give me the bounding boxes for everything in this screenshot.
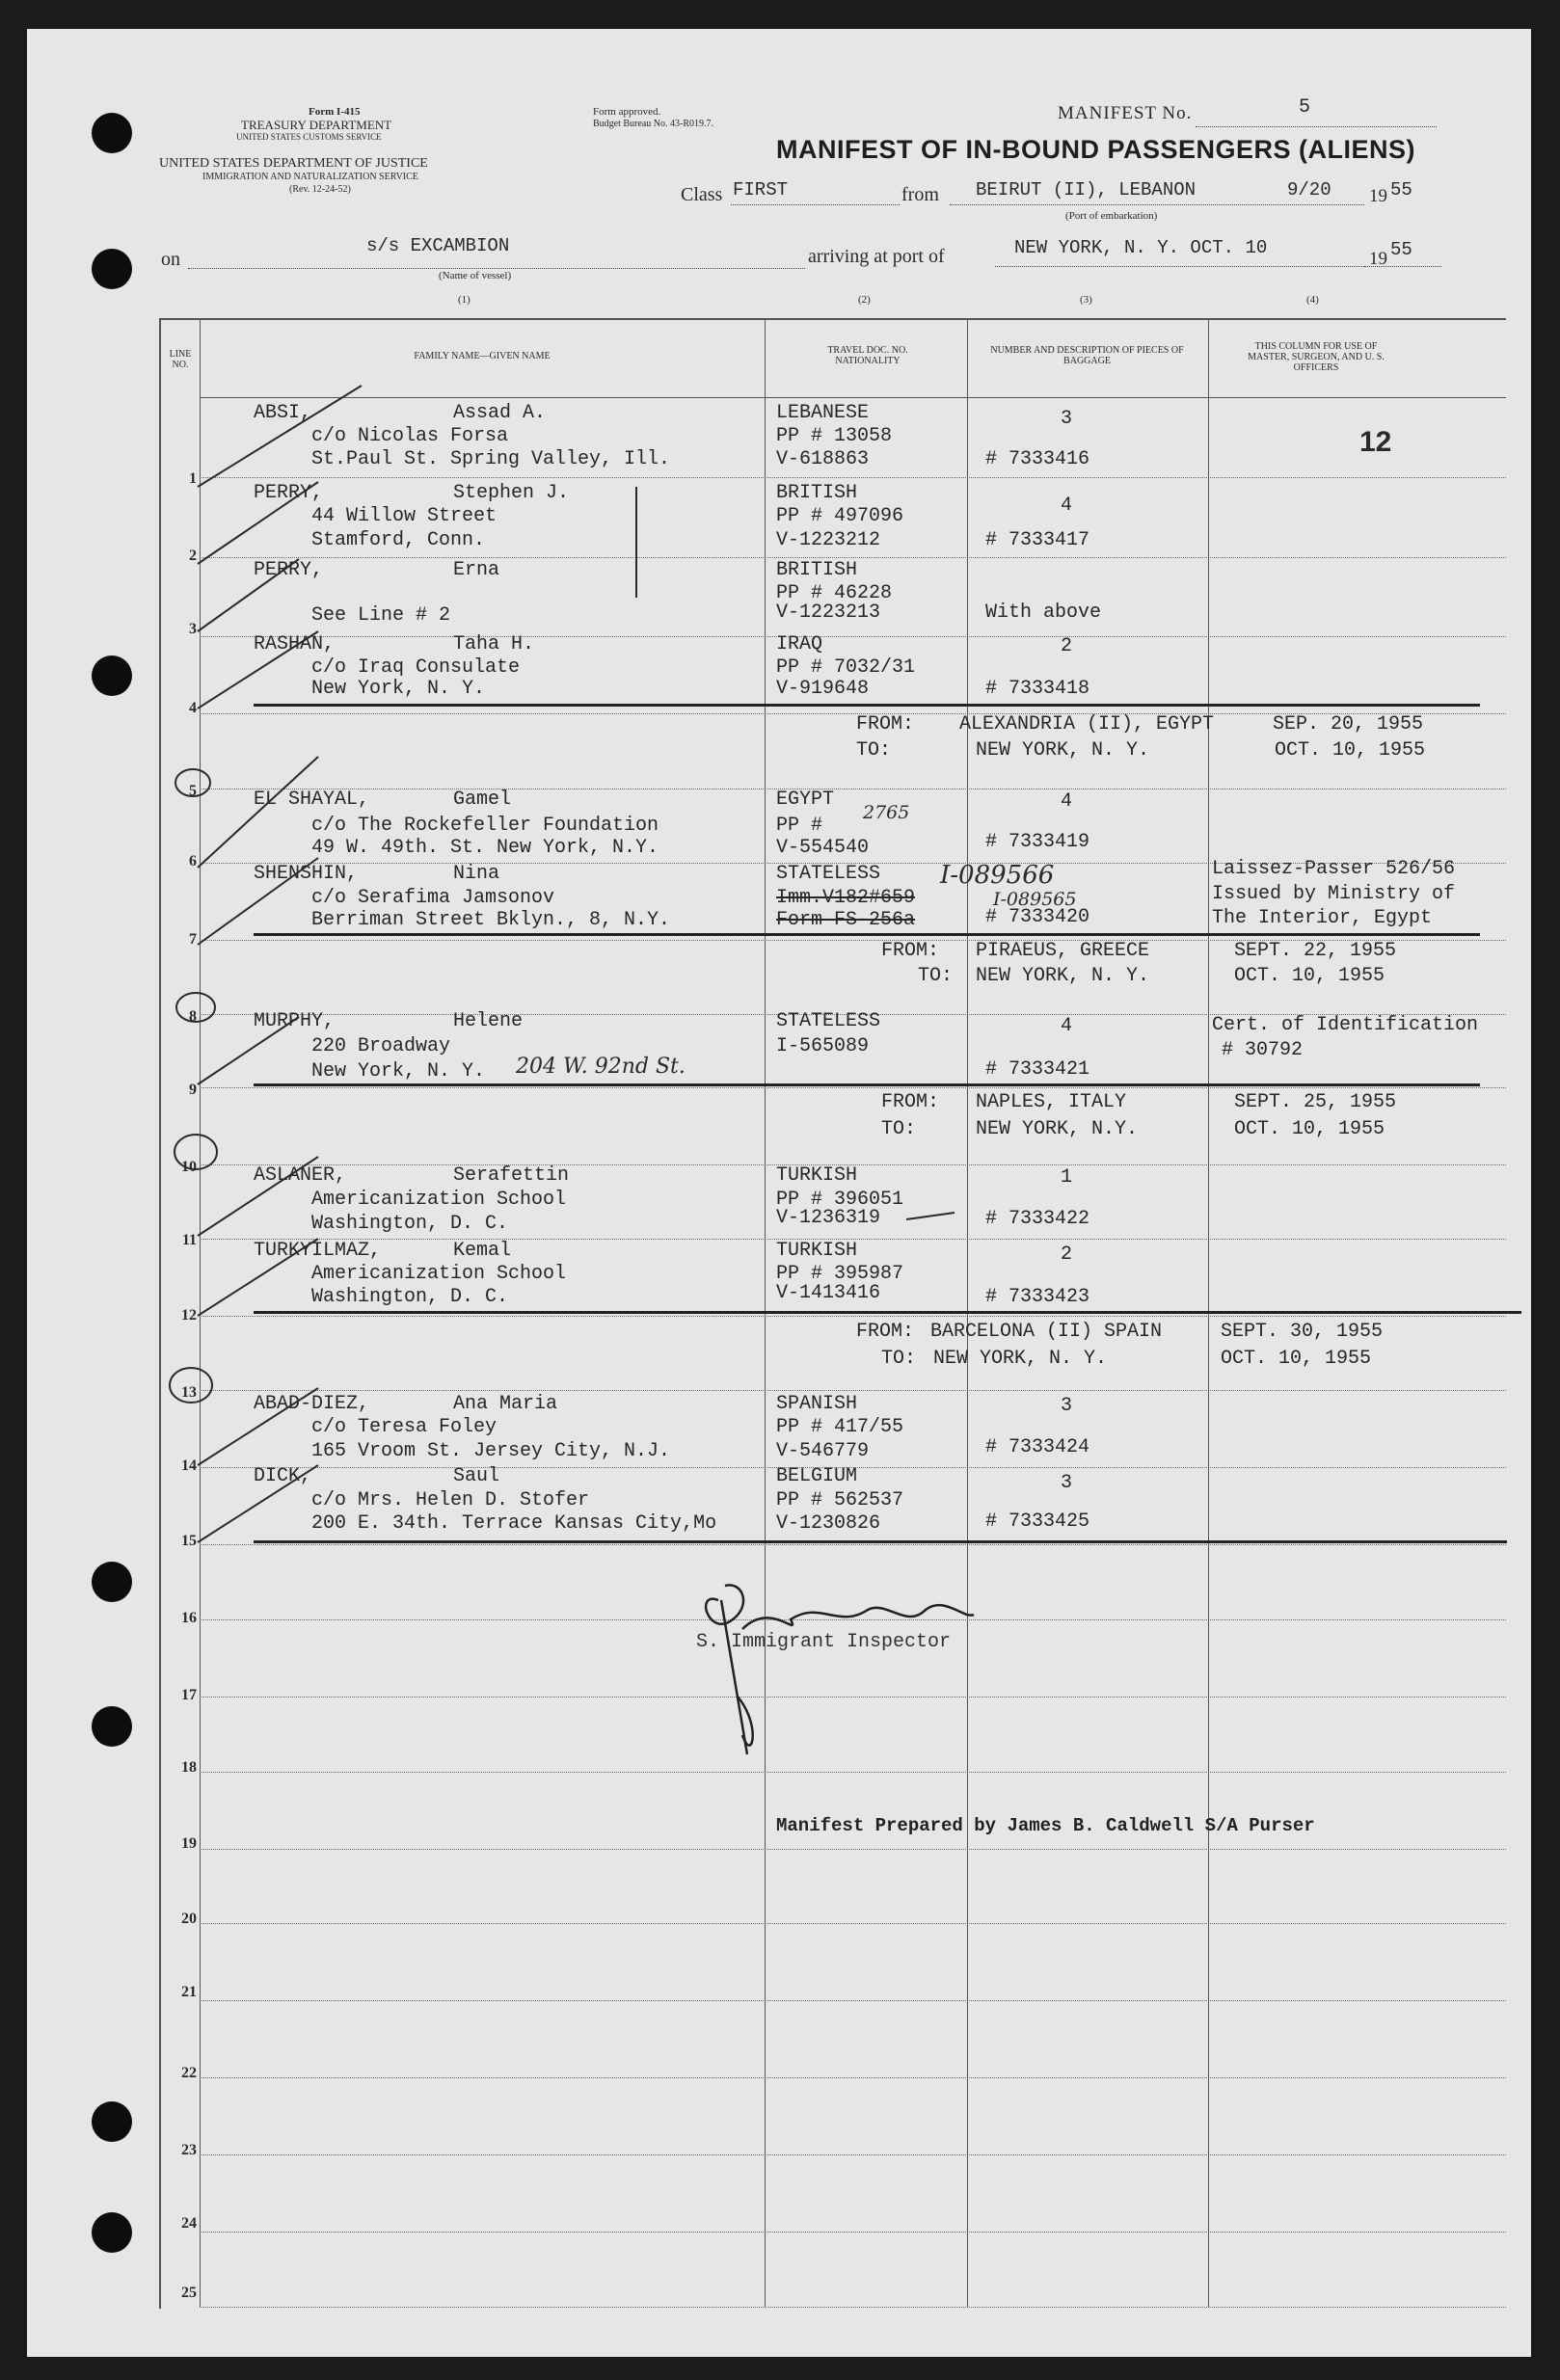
row-rule (200, 2307, 1506, 2308)
seg4-to: NEW YORK, N. Y. (933, 1348, 1108, 1370)
row-rule (200, 1544, 1506, 1545)
cert-line-2: # 30792 (1222, 1039, 1304, 1061)
row-rule (200, 1772, 1506, 1773)
p6-addr2: Berriman Street Bklyn., 8, N.Y. (311, 909, 671, 931)
header-rule (200, 397, 1506, 398)
line-number: 22 (181, 2065, 197, 2081)
seg3-date-to: OCT. 10, 1955 (1234, 1118, 1385, 1140)
p11-pp: PP # 562537 (776, 1489, 904, 1511)
p9-addr1: Americanization School (311, 1263, 567, 1285)
from-date: 9/20 (1287, 179, 1331, 201)
p7-given: Helene (453, 1010, 524, 1032)
p3-family: PERRY, (254, 559, 324, 581)
port-embark-caption: (Port of embarkation) (1065, 210, 1158, 222)
binder-hole (92, 2212, 132, 2253)
p1-pp: PP # 13058 (776, 425, 893, 447)
p5-visa: V-554540 (776, 837, 870, 859)
section-rule (254, 704, 1480, 707)
line-number: 1 (189, 470, 197, 487)
line-number: 2 (189, 548, 197, 564)
p1-given: Assad A. (453, 402, 547, 424)
customs-service: UNITED STATES CUSTOMS SERVICE (236, 132, 382, 142)
p9-addr2: Washington, D. C. (311, 1286, 509, 1308)
p7-family: MURPHY, (254, 1010, 336, 1032)
manifest-no-value: 5 (1299, 96, 1311, 119)
p3-tag: With above (985, 602, 1102, 624)
seg3-to: NEW YORK, N.Y. (976, 1118, 1139, 1140)
seg3-to-label: TO: (881, 1118, 917, 1140)
binder-hole (92, 249, 132, 289)
seg3-from-label: FROM: (881, 1091, 940, 1113)
p11-nat: BELGIUM (776, 1465, 858, 1487)
col-num-1: (1) (458, 294, 471, 306)
section-rule (254, 1311, 1521, 1314)
p3-nat: BRITISH (776, 559, 858, 581)
p1-tag: # 7333416 (985, 448, 1090, 470)
line-number: 19 (181, 1835, 197, 1852)
p6-pp-struck: Imm.V182#659 (776, 887, 916, 909)
line-number: 18 (181, 1759, 197, 1776)
line-number: 13 (181, 1384, 197, 1401)
p10-visa: V-546779 (776, 1440, 870, 1462)
row-rule (200, 2154, 1506, 2155)
p7-addr-handwritten: 204 W. 92nd St. (516, 1055, 686, 1079)
vessel-name: s/s EXCAMBION (366, 235, 510, 256)
p9-given: Kemal (453, 1240, 512, 1262)
officer-count: 12 (1359, 426, 1392, 458)
section-rule (254, 1540, 1507, 1543)
p4-bags: 2 (1061, 635, 1073, 657)
section-rule (254, 1083, 1480, 1086)
p4-family: RASHAN, (254, 633, 336, 655)
p5-bags: 4 (1061, 790, 1073, 813)
p11-bags: 3 (1061, 1472, 1073, 1494)
row-rule (200, 1849, 1506, 1850)
row-rule (200, 557, 1506, 558)
seg2-from-label: FROM: (881, 940, 940, 962)
binder-hole (92, 2101, 132, 2142)
p4-tag: # 7333418 (985, 678, 1090, 700)
line-number: 15 (181, 1533, 197, 1549)
row-rule (200, 477, 1506, 478)
seg1-from-label: FROM: (856, 713, 915, 735)
p8-visa: V-1236319 (776, 1207, 881, 1229)
p9-bags: 2 (1061, 1243, 1073, 1266)
p7-addr1: 220 Broadway (311, 1035, 451, 1057)
line-number: 24 (181, 2215, 197, 2232)
col-head-line: LINE NO. (169, 349, 192, 370)
class-label: Class (681, 184, 723, 205)
line-number: 9 (189, 1082, 197, 1098)
line-number: 20 (181, 1911, 197, 1927)
seg1-to: NEW YORK, N. Y. (976, 739, 1150, 762)
p9-tag: # 7333423 (985, 1286, 1090, 1308)
p7-nat: STATELESS (776, 1010, 881, 1032)
p8-addr1: Americanization School (311, 1189, 567, 1211)
seg1-from: ALEXANDRIA (II), EGYPT (959, 713, 1215, 735)
row-rule (200, 1697, 1506, 1698)
p2-tag: # 7333417 (985, 529, 1090, 551)
p8-bags: 1 (1061, 1166, 1073, 1189)
line-number: 25 (181, 2285, 197, 2301)
p11-visa: V-1230826 (776, 1512, 881, 1535)
p7-addr2: New York, N. Y. (311, 1060, 486, 1083)
seg2-to-label: TO: (918, 965, 954, 987)
p9-family: TURKYILMAZ, (254, 1240, 382, 1262)
p3-given: Erna (453, 559, 500, 581)
p2-given: Stephen J. (453, 482, 570, 504)
class-value: FIRST (733, 179, 789, 201)
revision: (Rev. 12-24-52) (289, 184, 351, 195)
p8-family: ASLANER, (254, 1164, 347, 1187)
manifest-no-label: MANIFEST No. (1058, 103, 1193, 123)
p6-tag: # 7333420 (985, 906, 1090, 928)
manifest-title: MANIFEST OF IN-BOUND PASSENGERS (ALIENS) (776, 135, 1416, 164)
p11-tag: # 7333425 (985, 1511, 1090, 1533)
line-number: 17 (181, 1687, 197, 1703)
p1-nat: LEBANESE (776, 402, 870, 424)
p7-tag: # 7333421 (985, 1058, 1090, 1081)
p1-family: ABSI, (254, 402, 312, 424)
treasury-dept: TREASURY DEPARTMENT (241, 118, 392, 132)
p9-nat: TURKISH (776, 1240, 858, 1262)
section-rule (254, 933, 1480, 936)
line-number: 3 (189, 621, 197, 637)
p2-visa: V-1223212 (776, 529, 881, 551)
laissez-line-3: The Interior, Egypt (1212, 907, 1433, 929)
p6-id-handwritten: I-089566 (940, 861, 1055, 890)
p5-pp: PP # (776, 815, 823, 837)
p2-addr2: Stamford, Conn. (311, 529, 486, 551)
p2-family: PERRY, (254, 482, 324, 504)
class-line (731, 204, 900, 205)
seg4-from: BARCELONA (II) SPAIN (930, 1321, 1163, 1343)
binder-hole (92, 655, 132, 696)
p6-id-handwritten-2: I-089565 (993, 889, 1077, 910)
p2-nat: BRITISH (776, 482, 858, 504)
line-number: 16 (181, 1610, 197, 1626)
p4-addr2: New York, N. Y. (311, 678, 486, 700)
p8-pp: PP # 396051 (776, 1189, 904, 1211)
seg2-date-to: OCT. 10, 1955 (1234, 965, 1385, 987)
from-label: from (901, 184, 939, 205)
seg4-from-label: FROM: (856, 1321, 915, 1343)
p3-visa: V-1223213 (776, 602, 881, 624)
p5-addr2: 49 W. 49th. St. New York, N.Y. (311, 837, 659, 859)
line-number: 12 (181, 1307, 197, 1324)
line-number: 21 (181, 1984, 197, 2000)
row-rule (200, 2077, 1506, 2078)
seg2-from: PIRAEUS, GREECE (976, 940, 1150, 962)
vessel-line (188, 268, 805, 269)
row-rule (200, 1316, 1506, 1317)
justice-dept: UNITED STATES DEPARTMENT OF JUSTICE (159, 156, 428, 171)
prepared-by: Manifest Prepared by James B. Caldwell S/A Purser (776, 1815, 1315, 1836)
row-rule (200, 1390, 1506, 1391)
p8-tag: # 7333422 (985, 1208, 1090, 1230)
line-number: 6 (189, 853, 197, 869)
p8-given: Serafettin (453, 1164, 570, 1187)
p11-addr2: 200 E. 34th. Terrace Kansas City,Mo (311, 1512, 717, 1535)
p9-visa: V-1413416 (776, 1282, 881, 1304)
p9-pp: PP # 395987 (776, 1263, 904, 1285)
row-rule (200, 1087, 1506, 1088)
row-rule (200, 2000, 1506, 2001)
line-number: 14 (181, 1457, 197, 1474)
line-number: 23 (181, 2142, 197, 2158)
seg2-to: NEW YORK, N. Y. (976, 965, 1150, 987)
p2-addr1: 44 Willow Street (311, 505, 498, 527)
p4-nat: IRAQ (776, 633, 823, 655)
p11-given: Saul (453, 1465, 500, 1487)
year-prefix-1: 19 (1369, 186, 1387, 206)
seg3-date-from: SEPT. 25, 1955 (1234, 1091, 1397, 1113)
p10-addr2: 165 Vroom St. Jersey City, N.J. (311, 1440, 671, 1462)
seg1-to-label: TO: (856, 739, 892, 762)
seg1-date-from: SEP. 20, 1955 (1273, 713, 1424, 735)
seg4-date-to: OCT. 10, 1955 (1221, 1348, 1372, 1370)
col-head-baggage: NUMBER AND DESCRIPTION OF PIECES OF BAGGAGE (990, 345, 1184, 366)
p6-nat: STATELESS (776, 863, 881, 885)
p6-family: SHENSHIN, (254, 863, 359, 885)
p10-family: ABAD-DIEZ, (254, 1393, 370, 1415)
p5-tag: # 7333419 (985, 831, 1090, 853)
p5-given: Gamel (453, 789, 512, 811)
p3-pp: PP # 46228 (776, 582, 893, 604)
p11-family: DICK, (254, 1465, 312, 1487)
p10-bags: 3 (1061, 1395, 1073, 1417)
year-prefix-2: 19 (1369, 249, 1387, 269)
p4-visa: V-919648 (776, 678, 870, 700)
p6-addr1: c/o Serafima Jamsonov (311, 887, 555, 909)
budget-bureau: Budget Bureau No. 43-R019.7. (593, 119, 713, 129)
binder-hole (92, 1706, 132, 1747)
p5-pp-handwritten: 2765 (863, 802, 910, 823)
line-number: 5 (189, 783, 197, 799)
binder-hole (92, 1562, 132, 1602)
p6-given: Nina (453, 863, 500, 885)
form-approved: Form approved. (593, 106, 661, 118)
form-number: Form I-415 (309, 106, 361, 118)
p5-family: EL SHAYAL, (254, 789, 370, 811)
row-rule (200, 2232, 1506, 2233)
laissez-line-2: Issued by Ministry of (1212, 883, 1456, 905)
line-number: 8 (189, 1008, 197, 1025)
from-value: BEIRUT (II), LEBANON (976, 179, 1197, 201)
col-head-travel: TRAVEL DOC. NO. NATIONALITY (827, 345, 908, 366)
p10-pp: PP # 417/55 (776, 1416, 904, 1438)
p4-addr1: c/o Iraq Consulate (311, 656, 521, 679)
laissez-line-1: Laissez-Passer 526/56 (1212, 858, 1456, 880)
p5-addr1: c/o The Rockefeller Foundation (311, 815, 659, 837)
row-rule (200, 1619, 1506, 1620)
p3-addr2: See Line # 2 (311, 604, 451, 627)
cert-line-1: Cert. of Identification (1212, 1014, 1479, 1036)
p1-bags: 3 (1061, 408, 1073, 430)
col-head-name: FAMILY NAME—GIVEN NAME (414, 351, 551, 361)
p4-pp: PP # 7032/31 (776, 656, 916, 679)
arriving-value: NEW YORK, N. Y. OCT. 10 (1014, 237, 1268, 258)
arriving-line (995, 266, 1364, 267)
p10-nat: SPANISH (776, 1393, 858, 1415)
p1-addr1: c/o Nicolas Forsa (311, 425, 509, 447)
p11-addr1: c/o Mrs. Helen D. Stofer (311, 1489, 590, 1511)
seg4-date-from: SEPT. 30, 1955 (1221, 1321, 1384, 1343)
p1-addr2: St.Paul St. Spring Valley, Ill. (311, 448, 671, 470)
p8-addr2: Washington, D. C. (311, 1213, 509, 1235)
p7-bags: 4 (1061, 1015, 1073, 1037)
col-head-officers: THIS COLUMN FOR USE OF MASTER, SURGEON, AND U. S. OFFICERS (1248, 341, 1385, 373)
seg2-date-from: SEPT. 22, 1955 (1234, 940, 1397, 962)
from-line (950, 204, 1364, 205)
inspector-caption: S. Immigrant Inspector (696, 1631, 952, 1653)
seg4-to-label: TO: (881, 1348, 917, 1370)
line-number: 11 (181, 1232, 197, 1248)
p10-given: Ana Maria (453, 1393, 558, 1415)
line-number: 7 (189, 931, 197, 948)
col-num-4: (4) (1306, 294, 1319, 306)
row-rule (200, 1923, 1506, 1924)
manifest-no-line (1196, 126, 1437, 127)
p7-pp: I-565089 (776, 1035, 870, 1057)
year-line (1364, 266, 1441, 267)
p10-tag: # 7333424 (985, 1436, 1090, 1458)
on-label: on (161, 249, 180, 270)
line-number: 4 (189, 700, 197, 716)
col-num-2: (2) (858, 294, 871, 306)
binder-hole (92, 113, 132, 153)
p5-nat: EGYPT (776, 789, 835, 811)
seg1-date-to: OCT. 10, 1955 (1275, 739, 1426, 762)
p6-form-struck: Form FS-256a (776, 909, 916, 931)
p4-given: Taha H. (453, 633, 535, 655)
ins-service: IMMIGRATION AND NATURALIZATION SERVICE (202, 172, 418, 182)
year-suffix-1: 55 (1390, 179, 1412, 201)
p2-bags: 4 (1061, 495, 1073, 517)
p1-visa: V-618863 (776, 448, 870, 470)
col-divider-line (200, 318, 201, 2307)
vessel-caption: (Name of vessel) (439, 270, 512, 281)
col-num-3: (3) (1080, 294, 1092, 306)
year-suffix-2: 55 (1390, 239, 1412, 260)
p2-pp: PP # 497096 (776, 505, 904, 527)
line-number: 10 (181, 1159, 197, 1175)
arriving-label: arriving at port of (808, 246, 945, 267)
seg3-from: NAPLES, ITALY (976, 1091, 1127, 1113)
row-rule (200, 636, 1506, 637)
p8-nat: TURKISH (776, 1164, 858, 1187)
p10-addr1: c/o Teresa Foley (311, 1416, 498, 1438)
